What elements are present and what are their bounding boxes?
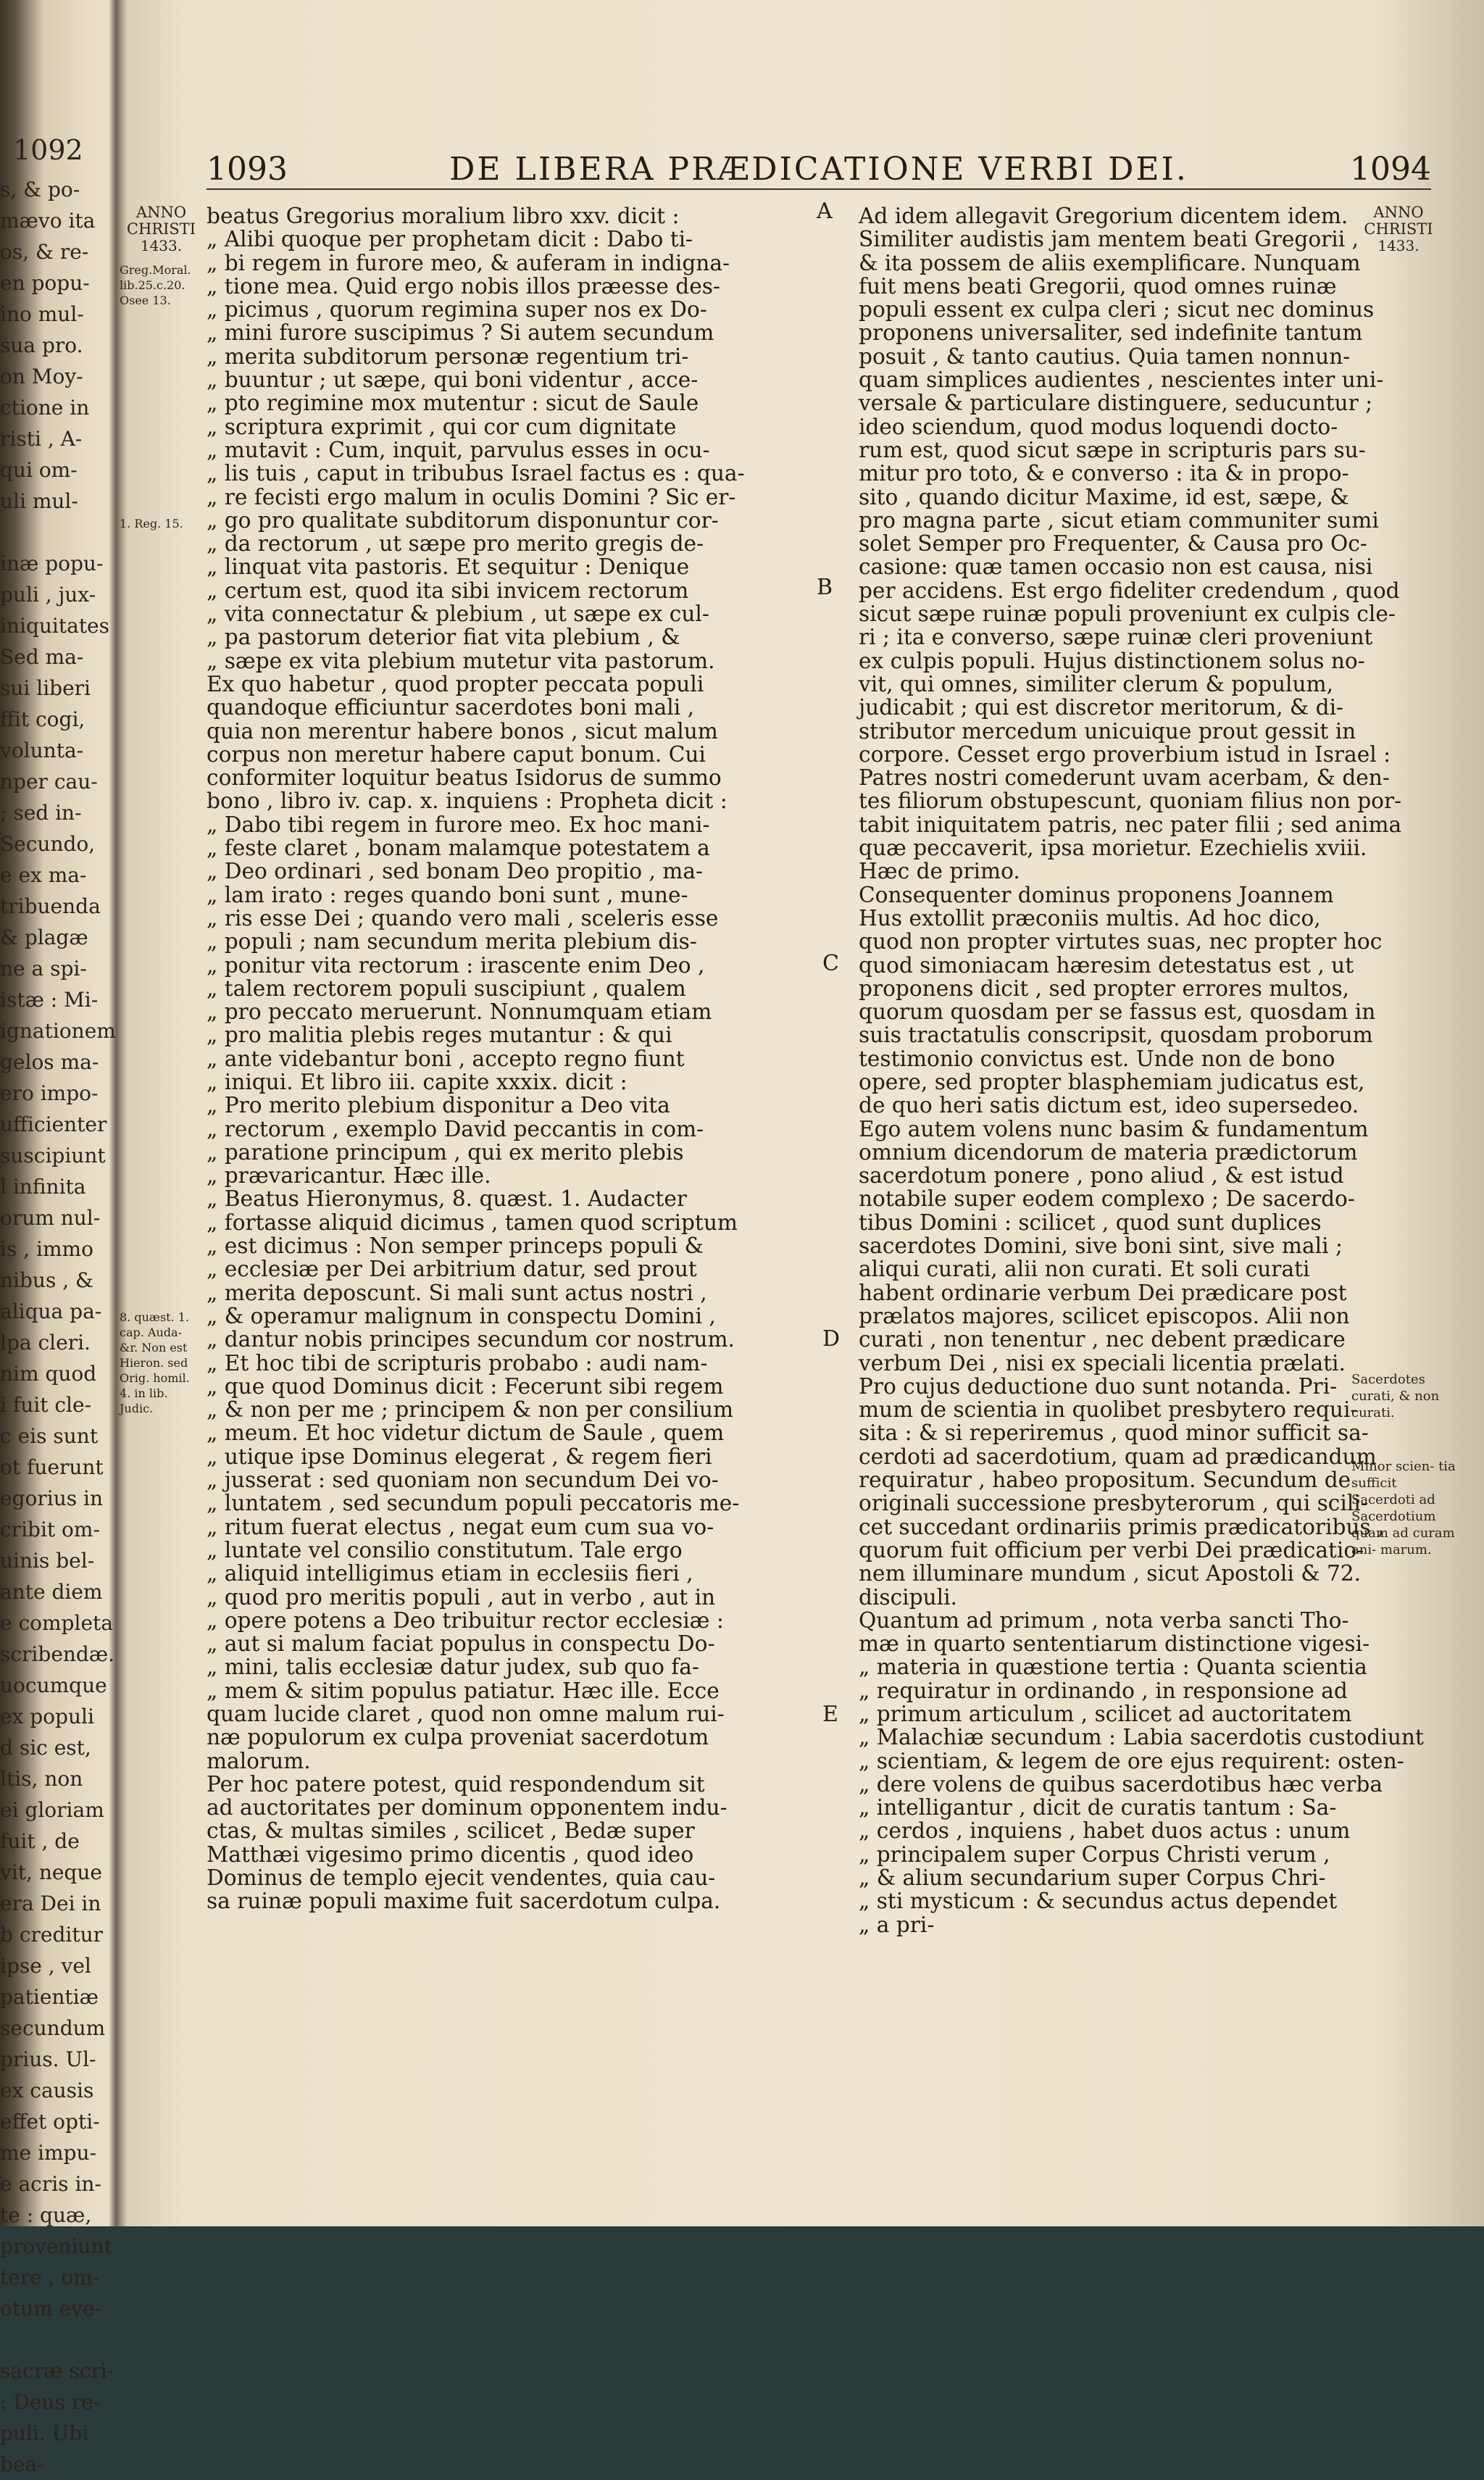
text-line: suis tractatulis conscripsit, quosdam proborum: [859, 1023, 1373, 1048]
text-line: rum est, quod sicut sæpe in scripturis pars su-: [859, 437, 1366, 462]
text-line: „ cerdos , inquiens , habet duos actus : unum: [859, 1818, 1351, 1844]
text-line: quorum quosdam per se fassus est, quosdam in: [859, 999, 1376, 1025]
left-page-line: b creditur: [0, 1923, 104, 1947]
text-line: solet Semper pro Frequenter, & Causa pro Oc-: [859, 531, 1367, 557]
left-page-line: e completa: [0, 1611, 113, 1635]
left-page-line: nim quod: [0, 1362, 97, 1386]
text-line: „ re fecisti ergo malum in oculis Domini ? Sic er-: [207, 484, 736, 509]
left-page-line: bea-: [0, 2452, 44, 2476]
text-line: quorum fuit officium per verbi Dei prædicatio-: [859, 1537, 1364, 1563]
running-header: [207, 151, 1431, 194]
text-line: „ linquat vita pastoris. Et sequitur : Denique: [207, 554, 690, 580]
left-page-line: ne a spi-: [0, 957, 87, 981]
section-letter-e: E: [822, 1702, 838, 1727]
left-page-line: sacræ scri-: [0, 2359, 114, 2383]
text-line: Pro cujus deductione duo sunt notanda. Pri-: [859, 1373, 1338, 1399]
left-page-line: ipse , vel: [0, 1954, 91, 1978]
anno-year: 1433.: [140, 237, 183, 254]
left-page-line: ; sed in-: [0, 801, 82, 825]
left-page-line: tere , om-: [0, 2265, 100, 2289]
text-line: Hæc de primo.: [859, 859, 1020, 884]
text-line: quæ peccaverit, ipsa morietur. Ezechielis xviii.: [859, 836, 1367, 861]
text-line: vit, qui omnes, similiter clerum & populum,: [859, 671, 1334, 696]
text-line: „ jusserat : sed quoniam non secundum Dei vo-: [207, 1468, 719, 1493]
text-line: posuit , & tanto cautius. Quia tamen nonnun-: [859, 344, 1351, 369]
left-page-line: : Deus re-: [0, 2390, 101, 2414]
left-page-line: ante diem: [0, 1580, 103, 1604]
margin-note-reg: 1. Reg. 15.: [120, 517, 183, 530]
text-line: „ ante videbantur boni , accepto regno fiunt: [207, 1046, 685, 1071]
text-line: „ est dicimus : Non semper princeps populi &: [207, 1233, 704, 1259]
text-line: „ Pro merito plebium disponitur a Deo vita: [207, 1093, 670, 1118]
left-page-line: ino mul-: [0, 302, 84, 326]
text-line: „ que quod Dominus dicit : Fecerunt sibi regem: [207, 1373, 724, 1399]
text-line: quod simoniacam hæresim detestatus est , ut: [859, 952, 1354, 978]
text-line: beatus Gregorius moralium libro xxv. dicit :: [207, 204, 680, 228]
left-page-line: c eis sunt: [0, 1424, 99, 1448]
text-line: næ populorum ex culpa proveniat sacerdotum: [207, 1725, 709, 1750]
left-page-line: ex causis: [0, 2079, 94, 2102]
left-page-line: e ex ma-: [0, 863, 87, 887]
text-line: „ paratione principum , qui ex merito plebis: [207, 1139, 684, 1165]
left-page-line: Sed ma-: [0, 645, 84, 669]
text-line: „ luntate vel consilio constitutum. Tale ergo: [207, 1537, 683, 1563]
left-page-line: tribuenda: [0, 894, 101, 918]
text-line: „ & non per me ; principem & non per consilium: [207, 1397, 734, 1423]
left-page-line: te : quæ,: [0, 2203, 92, 2227]
text-line: quam lucide claret , quod non omne malum rui-: [207, 1702, 725, 1726]
text-line: quia non merentur habere bonos , sicut malum: [207, 718, 718, 744]
text-line: Per hoc patere potest, quid respondendum sit: [207, 1771, 705, 1797]
left-page-line: [0, 2324, 116, 2355]
left-page-line: & plagæ: [0, 925, 88, 949]
text-line: „ prævaricantur. Hæc ille.: [207, 1163, 491, 1189]
text-line: „ Malachiæ secundum : Labia sacerdotis custodiunt: [859, 1725, 1424, 1750]
left-page-line: s, & po-: [0, 178, 80, 201]
left-page-line: ot fuerunt: [0, 1455, 104, 1479]
left-page-line: sui liberi: [0, 676, 91, 700]
text-line: Hus extollit præconiis multis. Ad hoc dico,: [859, 905, 1321, 931]
anno-year: 1433.: [1377, 237, 1420, 254]
text-line: „ buuntur ; ut sæpe, qui boni videntur , acce-: [207, 367, 699, 393]
text-line: Similiter audistis jam mentem beati Gregorii ,: [859, 227, 1359, 252]
left-page-line: uocumque: [0, 1673, 107, 1697]
text-line: bono , libro iv. cap. x. inquiens : Propheta dicit :: [207, 788, 728, 814]
left-page-line: on Moy-: [0, 365, 83, 388]
left-page-line: ffit cogi,: [0, 707, 86, 731]
left-page-line: prius. Ul-: [0, 2047, 96, 2071]
text-line: tabit iniquitatem patris, nec pater filii ; sed anima: [859, 812, 1402, 837]
book-page: [120, 138, 1482, 2210]
text-line: „ lam irato : reges quando boni sunt , mune-: [207, 882, 688, 907]
text-line: „ ris esse Dei ; quando vero mali , sceleris esse: [207, 905, 719, 931]
left-page-line: i fuit cle-: [0, 1393, 92, 1417]
text-line: versale & particulare distinguere, seducuntur ;: [859, 391, 1373, 416]
left-page-line: orum nul-: [0, 1206, 101, 1230]
text-line: proponens dicit , sed propter errores multos,: [859, 975, 1350, 1001]
text-line: „ aut si malum faciat populus in conspectu Do-: [207, 1631, 715, 1657]
text-line: testimonio convictus est. Unde non de bono: [859, 1046, 1335, 1071]
text-line: ctas, & multas similes , scilicet , Bedæ super: [207, 1818, 695, 1844]
left-page-line: nibus , &: [0, 1268, 93, 1292]
left-page-line: iniquitates: [0, 614, 109, 638]
text-line: „ rectorum , exemplo David peccantis in com-: [207, 1116, 704, 1141]
left-page-line: lpa cleri.: [0, 1331, 91, 1355]
left-page-line: mævo ita: [0, 209, 96, 233]
text-line: Ex quo habetur , quod propter peccata populi: [207, 671, 704, 696]
left-page-line: effet opti-: [0, 2110, 100, 2134]
left-page-lines: [0, 174, 116, 2480]
left-page-line: qui om-: [0, 458, 78, 482]
text-line: casione: quæ tamen occasio non est causa, nisi: [859, 554, 1373, 580]
text-line: „ utique ipse Dominus elegerat , & regem fieri: [207, 1444, 712, 1469]
text-line: tibus Domini : scilicet , quod sunt duplices: [859, 1210, 1322, 1235]
left-page-line: aliqua pa-: [0, 1299, 102, 1323]
text-line: „ da rectorum , ut sæpe pro merito gregis de-: [207, 531, 704, 557]
text-line: „ dere volens de quibus sacerdotibus hæc verba: [859, 1771, 1383, 1797]
text-line: „ pa pastorum deterior fiat vita plebium , &: [207, 625, 680, 650]
text-line: Matthæi vigesimo primo dicentis , quod ideo: [207, 1842, 694, 1867]
text-line: habent ordinarie verbum Dei prædicare post: [859, 1280, 1347, 1305]
left-page-line: ctione in: [0, 396, 90, 420]
text-line: „ certum est, quod ita sibi invicem rectorum: [207, 578, 689, 603]
text-line: cet succedant ordinariis primis prædicatoribus ,: [859, 1514, 1385, 1539]
text-line: cerdoti ad sacerdotium, quam ad prædicandum: [859, 1444, 1377, 1469]
left-page-line: patientiæ: [0, 1985, 99, 2009]
left-page-line: ex populi: [0, 1705, 94, 1728]
text-line: quandoque efficiuntur sacerdotes boni mali ,: [207, 695, 695, 720]
text-line: „ vita connectatur & plebium , ut sæpe ex cul-: [207, 602, 709, 627]
margin-note-sacerdotes: Sacerdotes curati, & non curati.: [1351, 1372, 1440, 1420]
text-line: „ sti mysticum : & secundus actus dependet: [859, 1889, 1338, 1914]
christi-label: CHRISTI: [126, 220, 196, 238]
text-line: „ principalem super Corpus Christi verum ,: [859, 1842, 1330, 1867]
christi-label: CHRISTI: [1364, 220, 1433, 238]
text-line: „ Dabo tibi regem in furore meo. Ex hoc mani-: [207, 812, 710, 837]
text-line: „ ecclesiæ per Dei arbitrium datur, sed prout: [207, 1257, 697, 1282]
text-line: „ & alium secundarium super Corpus Chri-: [859, 1865, 1326, 1891]
text-line: „ luntatem , sed secundum populi peccatoris me-: [207, 1491, 740, 1516]
left-page-line: os, & re-: [0, 240, 89, 264]
text-line: „ pro peccato meruerunt. Nonnumquam etiam: [207, 999, 712, 1025]
left-page-line: gelos ma-: [0, 1050, 99, 1074]
left-page-line: egorius in: [0, 1486, 103, 1510]
text-line: „ fortasse aliquid dicimus , tamen quod scriptum: [207, 1210, 738, 1235]
text-line: „ Beatus Hieronymus, 8. quæst. 1. Audacter: [207, 1186, 687, 1212]
text-line: omnium dicendorum de materia prædictorum: [859, 1139, 1358, 1165]
left-page-line: volunta-: [0, 738, 84, 762]
left-page-line: e acris in-: [0, 2172, 101, 2196]
text-line: „ aliquid intelligimus etiam in ecclesiis fieri ,: [207, 1561, 693, 1586]
text-line: „ meum. Et hoc videtur dictum de Saule , quem: [207, 1420, 725, 1446]
left-page-fragment: [0, 0, 116, 2476]
text-line: sito , quando dicitur Maxime, id est, sæpe, &: [859, 484, 1349, 509]
text-line: populi essent ex culpa cleri ; sicut nec dominus: [859, 297, 1375, 323]
left-page-line: Secundo,: [0, 832, 96, 856]
text-line: sacerdotum ponere , pono aliud , & est istud: [859, 1163, 1344, 1189]
text-line: curati , non tenentur , nec debent prædicare: [859, 1327, 1346, 1352]
text-line: de quo heri satis dictum est, ideo supersedeo.: [859, 1093, 1359, 1118]
text-line: ideo sciendum, quod modus loquendi docto-: [859, 414, 1338, 439]
text-line: „ requiratur in ordinando , in responsione ad: [859, 1678, 1348, 1703]
left-page-line: risti , A-: [0, 427, 83, 451]
text-line: sa ruinæ populi maxime fuit sacerdotum culpa.: [207, 1889, 721, 1914]
text-line: sita : & si reperiremus , quod minor sufficit sa-: [859, 1420, 1369, 1446]
section-letter-b: B: [817, 575, 833, 600]
text-line: „ feste claret , bonam malamque potestatem a: [207, 836, 710, 861]
text-line: „ Alibi quoque per prophetam dicit : Dabo ti-: [207, 227, 693, 252]
left-page-folio: 1092: [13, 134, 83, 166]
text-line: judicabit ; qui est discretor meritorum, & di-: [859, 695, 1344, 720]
left-page-line: scribendæ.: [0, 1642, 115, 1666]
margin-note-gregory: Greg.Moral. lib.25.c.20. Osee 13.: [120, 263, 191, 307]
text-line: prælatos majores, scilicet episcopos. Alii non: [859, 1303, 1350, 1328]
text-line: verbum Dei , nisi ex speciali licentia prælati.: [859, 1350, 1346, 1376]
text-line: „ primum articulum , scilicet ad auctoritatem: [859, 1702, 1352, 1726]
text-line: „ iniqui. Et libro iii. capite xxxix. dicit :: [207, 1069, 628, 1094]
folio-right: 1094: [1350, 151, 1431, 188]
text-line: sicut sæpe ruinæ populi proveniunt ex culpis cle-: [859, 602, 1396, 627]
text-line: „ ritum fuerat electus , negat eum cum sua vo-: [207, 1514, 714, 1539]
left-page-line: d sic est,: [0, 1736, 91, 1760]
left-page-line: l infinita: [0, 1175, 86, 1199]
text-line: Dominus de templo ejecit vendentes, quia cau-: [207, 1865, 716, 1891]
left-page-line: is , immo: [0, 1237, 93, 1261]
text-line: „ mini, talis ecclesiæ datur judex, sub quo fa-: [207, 1655, 699, 1680]
text-line: mæ in quarto sententiarum distinctione vigesi-: [859, 1631, 1370, 1657]
text-line: „ & operamur malignum in conspectu Domini ,: [207, 1303, 716, 1328]
anno-christi-right: [1351, 204, 1446, 254]
left-page-line: ltis, non: [0, 1767, 83, 1791]
left-page-line: sua pro.: [0, 333, 83, 357]
text-line: Patres nostri comederunt uvam acerbam, & den-: [859, 765, 1390, 791]
text-line: „ Et hoc tibi de scripturis probabo : audi nam-: [207, 1350, 708, 1376]
text-line: „ opere potens a Deo tribuitur rector ecclesiæ :: [207, 1607, 724, 1633]
text-line: ad auctoritates per dominum opponentem indu-: [207, 1795, 728, 1821]
left-page-line: ei gloriam: [0, 1798, 104, 1822]
left-page-line: secundum: [0, 2016, 106, 2040]
left-page-line: cribit om-: [0, 1518, 100, 1541]
text-line: „ tione mea. Quid ergo nobis illos præesse des-: [207, 273, 720, 299]
text-line: Ego autem volens nunc basim & fundamentum: [859, 1116, 1369, 1141]
text-line: „ merita subditorum personæ regentium tri-: [207, 344, 689, 369]
text-line: per accidens. Est ergo fideliter credendum , quod: [859, 578, 1400, 603]
folio-left: 1093: [207, 151, 288, 188]
text-line: „ intelligantur , dicit de curatis tantum : Sa-: [859, 1795, 1337, 1821]
text-line: „ mini furore suscipimus ? Si autem secundum: [207, 320, 714, 346]
anno-christi-left: [120, 204, 203, 254]
margin-note-minor-scientia: Minor scien- tia sufficit Sacerdoti ad Sacerdotium quam ad curam ani- marum.: [1351, 1459, 1456, 1557]
text-line: „ mem & sitim populus patiatur. Hæc ille. Ecce: [207, 1678, 720, 1703]
text-line: „ a pri-: [859, 1912, 935, 1937]
left-page-line: fuit , de: [0, 1829, 80, 1853]
left-page-line: puli , jux-: [0, 583, 96, 607]
text-line: quod non propter virtutes suas, nec propter hoc: [859, 929, 1383, 954]
text-line: „ talem rectorem populi suscipiunt , qualem: [207, 975, 686, 1001]
text-line: „ bi regem in furore meo, & auferam in indigna-: [207, 250, 730, 275]
section-letter-d: D: [822, 1326, 841, 1352]
text-line: corpus non meretur habere caput bonum. Cui: [207, 741, 706, 767]
left-page-line: ufficienter: [0, 1112, 107, 1136]
section-letter-a: A: [817, 199, 833, 224]
text-line: „ merita deposcunt. Si mali sunt actus nostri ,: [207, 1280, 707, 1305]
running-title: DE LIBERA PRÆDICATIONE VERBI DEI.: [449, 151, 1188, 188]
text-line: „ pto regimine mox mutentur : sicut de Saule: [207, 391, 699, 416]
text-line: ri ; ita e converso, sæpe ruinæ cleri proveniunt: [859, 625, 1373, 650]
text-line: fuit mens beati Gregorii, quod omnes ruinæ: [859, 273, 1337, 299]
left-page-line: ero impo-: [0, 1081, 99, 1105]
left-page-line: puli. Ubi: [0, 2421, 89, 2445]
text-line: requiratur , habeo propositum. Secundum de: [859, 1468, 1351, 1493]
text-line: nem illuminare mundum , sicut Apostoli & 72.: [859, 1561, 1362, 1586]
left-page-line: vit, neque: [0, 1860, 102, 1884]
text-line: mitur pro toto, & e converso : ita & in propo-: [859, 461, 1349, 486]
text-line: „ scientiam, & legem de ore ejus requirent: osten-: [859, 1748, 1404, 1773]
text-line: „ ponitur vita rectorum : irascente enim Deo ,: [207, 952, 705, 978]
text-line: aliqui curati, alii non curati. Et soli curati: [859, 1257, 1310, 1282]
left-page-line: uli mul-: [0, 489, 78, 513]
left-page-line: uinis bel-: [0, 1549, 95, 1573]
text-line: ex culpis populi. Hujus distinctionem solus no-: [859, 648, 1365, 673]
text-line: opere, sed propter blasphemiam judicatus est,: [859, 1069, 1365, 1094]
left-page-line: ignationem: [0, 1019, 116, 1043]
text-line: „ materia in quæstione tertia : Quanta scientia: [859, 1655, 1367, 1680]
text-line: corpore. Cesset ergo proverbium istud in Israel :: [859, 741, 1391, 767]
text-line: „ pro malitia plebis reges mutantur : & qui: [207, 1023, 672, 1048]
left-page-line: istæ : Mi-: [0, 988, 99, 1012]
text-line: conformiter loquitur beatus Isidorus de summo: [207, 765, 722, 791]
text-line: malorum.: [207, 1748, 311, 1773]
text-line: „ go pro qualitate subditorum disponuntur cor-: [207, 507, 719, 533]
left-page-line: me impu-: [0, 2141, 96, 2165]
left-column: [207, 204, 808, 1913]
text-line: & ita possem de aliis exemplificare. Nunquam: [859, 250, 1361, 275]
text-line: Consequenter dominus proponens Joannem: [859, 882, 1334, 907]
margin-note-hieron: 8. quæst. 1. cap. Auda- &r. Non est Hieron. sed Orig. homil. 4. in lib. Judic.: [120, 1310, 190, 1415]
header-rule: [207, 188, 1431, 190]
text-line: „ quod pro meritis populi , aut in verbo , aut in: [207, 1584, 716, 1610]
text-line: proponens universaliter, sed indefinite tantum: [859, 320, 1363, 346]
text-line: „ scriptura exprimit , qui cor cum dignitate: [207, 414, 677, 439]
text-line: Ad idem allegavit Gregorium dicentem idem.: [859, 204, 1348, 228]
text-line: quam simplices audientes , nescientes inter uni-: [859, 367, 1384, 393]
left-page-line: suscipiunt: [0, 1144, 106, 1168]
text-line: tes filiorum obstupescunt, quoniam filius non por-: [859, 788, 1402, 814]
anno-label: ANNO: [136, 204, 187, 221]
left-page-line: en popu-: [0, 271, 90, 295]
text-line: „ dantur nobis principes secundum cor nostrum.: [207, 1327, 735, 1352]
text-line: „ lis tuis , caput in tribubus Israel factus es : qua-: [207, 461, 745, 486]
text-line: „ Deo ordinari , sed bonam Deo propitio , ma-: [207, 859, 703, 884]
anno-label: ANNO: [1373, 204, 1424, 221]
left-page-line: era Dei in: [0, 1892, 101, 1915]
text-line: notabile super eodem complexo ; De sacerdo-: [859, 1186, 1355, 1212]
left-page-line: otum eve-: [0, 2297, 102, 2321]
left-page-line: nper cau-: [0, 770, 98, 794]
left-page-line: [0, 517, 116, 548]
left-page-line: inæ popu-: [0, 552, 104, 575]
text-line: stributor mercedum unicuique prout gessit in: [859, 718, 1356, 744]
text-line: discipuli.: [859, 1584, 957, 1610]
section-letter-c: C: [822, 951, 839, 976]
text-line: pro magna parte , sicut etiam communiter sumi: [859, 507, 1379, 533]
text-line: „ sæpe ex vita plebium mutetur vita pastorum.: [207, 648, 715, 673]
text-line: Quantum ad primum , nota verba sancti Tho-: [859, 1607, 1349, 1633]
text-line: sacerdotes Domini, sive boni sint, sive mali ;: [859, 1233, 1343, 1259]
text-line: „ populi ; nam secundum merita plebium dis-: [207, 929, 697, 954]
text-line: „ picimus , quorum regimina super nos ex Do-: [207, 297, 707, 323]
left-page-line: proveniunt: [0, 2234, 112, 2258]
text-line: originali successione presbyterorum , qui scili-: [859, 1491, 1368, 1516]
text-line: „ mutavit : Cum, inquit, parvulus esses in ocu-: [207, 437, 710, 462]
text-line: mum de scientia in quolibet presbytero requi-: [859, 1397, 1358, 1423]
